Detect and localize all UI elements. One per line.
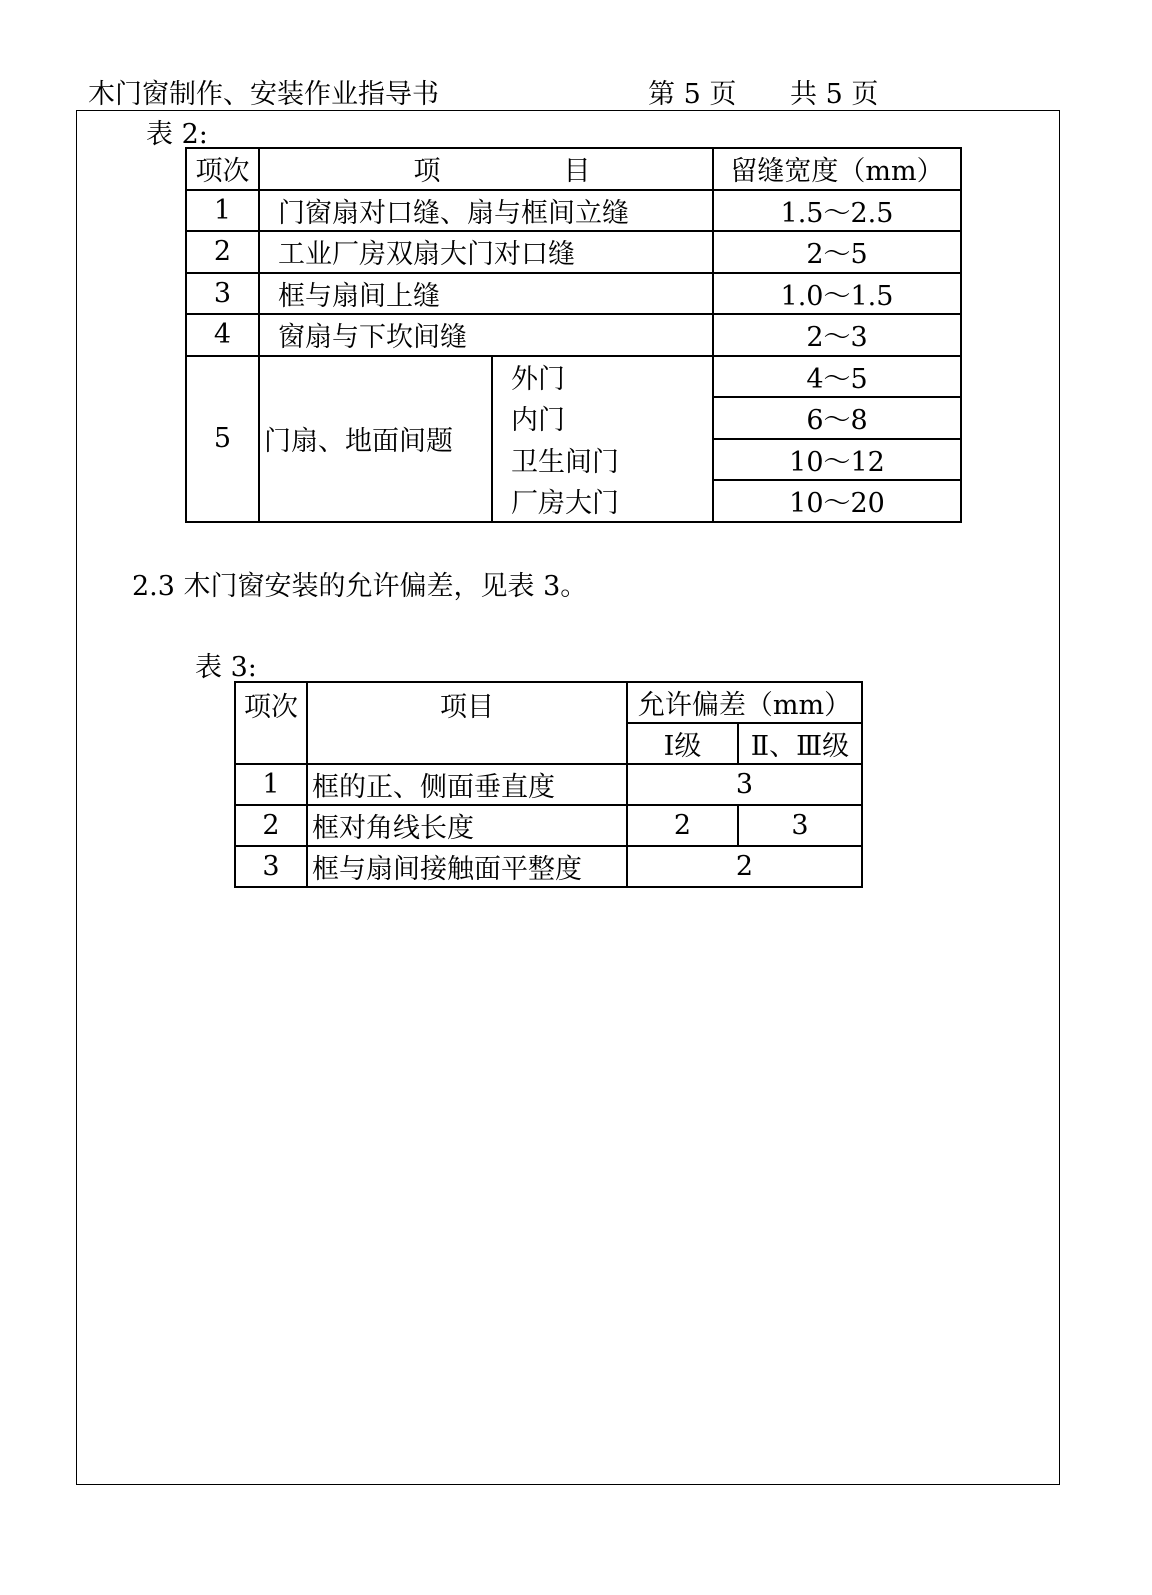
table-row — [186, 231, 961, 273]
row-value: 3 — [627, 764, 862, 805]
sub-gap: 4～5 — [713, 356, 961, 398]
row-no: 2 — [186, 231, 259, 273]
sub-item: 内门 — [492, 397, 713, 439]
row-no: 2 — [235, 805, 307, 846]
header-no: 项次 — [186, 148, 259, 190]
page-total: 共 5 页 — [790, 79, 879, 110]
row-no: 1 — [235, 764, 307, 805]
group-item: 门扇、地面间题 — [259, 356, 492, 522]
table-row — [186, 190, 961, 232]
table-row — [186, 273, 961, 315]
sub-item: 外门 — [492, 356, 713, 398]
header-no: 项次 — [235, 682, 307, 764]
table-header-row — [186, 148, 961, 190]
table-row — [186, 314, 961, 356]
row-item: 框与扇间上缝 — [259, 273, 713, 315]
sub-item: 卫生间门 — [492, 439, 713, 481]
row-item: 工业厂房双扇大门对口缝 — [259, 231, 713, 273]
table3-caption: 表 3: — [195, 652, 257, 683]
header-deviation: 允许偏差（mm） — [627, 682, 862, 723]
header-item: 项目 — [307, 682, 627, 764]
row-no: 3 — [186, 273, 259, 315]
table-header-row — [235, 682, 862, 723]
header-grade-1: Ⅰ级 — [627, 723, 738, 764]
row-no: 1 — [186, 190, 259, 232]
row-gap: 2～3 — [713, 314, 961, 356]
section-2-3-text: 2.3 木门窗安装的允许偏差，见表 3。 — [132, 571, 588, 602]
row-gap: 1.5～2.5 — [713, 190, 961, 232]
row-item: 窗扇与下坎间缝 — [259, 314, 713, 356]
header-item-a: 项 — [413, 156, 441, 188]
page-number: 第 5 页 — [648, 79, 737, 110]
table-row — [235, 846, 862, 887]
header-item-b: 目 — [563, 156, 591, 188]
gap-width-table — [185, 147, 962, 523]
row-grade-2-3: 3 — [738, 805, 862, 846]
table-row — [235, 764, 862, 805]
document-title: 木门窗制作、安装作业指导书 — [88, 79, 439, 110]
table2-caption: 表 2: — [146, 119, 208, 150]
row-item: 框对角线长度 — [307, 805, 627, 846]
row-gap: 2～5 — [713, 231, 961, 273]
header-item — [259, 148, 713, 190]
row-grade-1: 2 — [627, 805, 738, 846]
sub-gap: 6～8 — [713, 397, 961, 439]
header-gap: 留缝宽度（mm） — [713, 148, 961, 190]
group-no: 5 — [186, 356, 259, 522]
row-value: 2 — [627, 846, 862, 887]
sub-gap: 10～12 — [713, 439, 961, 481]
deviation-table — [234, 681, 863, 888]
row-gap: 1.0～1.5 — [713, 273, 961, 315]
row-item: 框与扇间接触面平整度 — [307, 846, 627, 887]
row-no: 3 — [235, 846, 307, 887]
row-item: 门窗扇对口缝、扇与框间立缝 — [259, 190, 713, 232]
sub-gap: 10～20 — [713, 480, 961, 522]
header-grade-2-3: Ⅱ、Ⅲ级 — [738, 723, 862, 764]
row-no: 4 — [186, 314, 259, 356]
row-item: 框的正、侧面垂直度 — [307, 764, 627, 805]
table-row — [186, 356, 961, 398]
sub-item: 厂房大门 — [492, 480, 713, 522]
table-row — [235, 805, 862, 846]
